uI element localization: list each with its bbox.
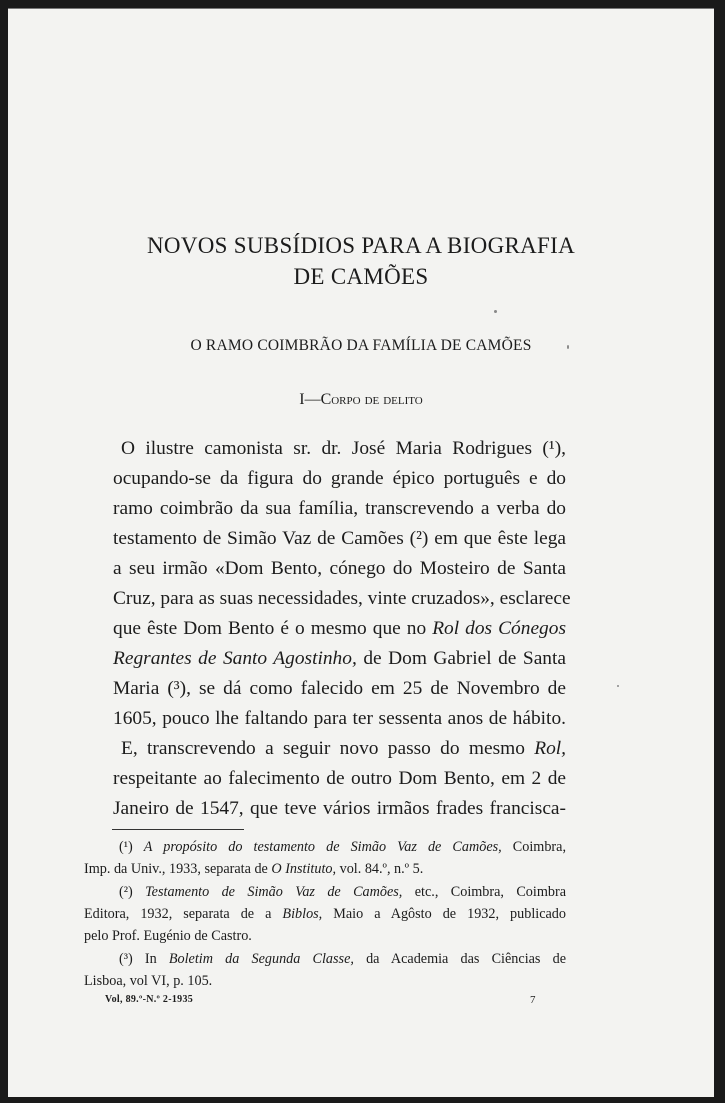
body-line: Janeiro de 1547, que teve vários irmãos frades francisca- — [113, 798, 566, 819]
article-title-line-2: DE CAMÕES — [293, 264, 429, 289]
footnote-text: pelo Prof. Eugénio de Castro. — [84, 928, 252, 944]
footnote-text: da Academia das Ciências de — [353, 951, 567, 967]
footnote-line — [84, 972, 566, 990]
footnote-line — [119, 950, 566, 968]
print-speck — [567, 345, 569, 349]
italic-title: Boletim da Segunda Classe, — [168, 951, 354, 967]
footnote-line — [119, 838, 566, 856]
footnote-mark: (³) — [119, 951, 145, 967]
print-speck — [494, 310, 497, 313]
footnote-line — [84, 860, 566, 878]
footnote-text: Imp. da Univ., 1933, separata de — [84, 861, 272, 877]
section-title-rest: orpo de delito — [331, 391, 423, 408]
section-numeral: I— — [299, 391, 321, 408]
section-title-initial: C — [320, 391, 332, 408]
print-speck — [617, 685, 619, 687]
body-line: testamento de Simão Vaz de Camões (²) em que êste lega — [113, 528, 566, 549]
footnote-text: In — [144, 951, 169, 967]
footnote-text: vol. 84.º, n.º 5. — [336, 861, 424, 877]
footnote-text: Lisboa, vol VI, p. 105. — [84, 973, 213, 989]
footnote-line — [84, 905, 566, 923]
body-line: O ilustre camonista sr. dr. José Maria Rodrigues (¹), — [121, 438, 566, 459]
body-text: de Dom Gabriel de Santa — [356, 648, 566, 669]
footnote-separator — [112, 829, 244, 830]
footnote-text: etc., Coimbra, Coimbra — [402, 884, 566, 900]
body-line — [121, 737, 566, 761]
body-line: Cruz, para as suas necessidades, vinte cruzados», esclarece — [113, 588, 571, 609]
body-line: ramo coimbrão da sua família, transcrevendo a verba do — [113, 498, 566, 519]
body-line: ocupando-se da figura do grande épico português e do — [113, 468, 566, 489]
page-number: 7 — [530, 994, 536, 1006]
body-line — [113, 617, 566, 641]
footnote-line — [119, 883, 566, 901]
body-line: respeitante ao falecimento de outro Dom Bento, em 2 de — [113, 768, 566, 789]
document-page — [8, 8, 714, 1097]
italic-title: Testamento de Simão Vaz de Camões, — [145, 884, 403, 900]
footnote-line — [84, 927, 566, 945]
body-line: a seu irmão «Dom Bento, cónego do Mosteiro de Santa — [113, 558, 566, 579]
italic-title: Regrantes de Santo Agostinho, — [113, 648, 357, 669]
italic-title: A propósito do testamento de Simão Vaz de Camões, — [143, 839, 502, 855]
section-heading — [8, 391, 714, 409]
footnote-text: Coimbra, — [501, 839, 566, 855]
volume-signature: Vol, 89.º-N.º 2-1935 — [105, 994, 194, 1005]
footnote-text: Maio a Agôsto de 1932, publicado — [322, 906, 566, 922]
italic-title: Biblos, — [282, 906, 323, 922]
footnote-text: Editora, 1932, separata de a — [84, 906, 283, 922]
italic-title: Rol dos Cónegos — [432, 618, 566, 639]
article-title-line-1: NOVOS SUBSÍDIOS PARA A BIOGRAFIA — [147, 233, 575, 258]
footnote-mark: (²) — [119, 884, 146, 900]
italic-title: O Instituto, — [271, 861, 337, 877]
body-line: 1605, pouco lhe faltando para ter sessenta anos de hábito. — [113, 708, 566, 729]
body-text: que êste Dom Bento é o mesmo que no — [113, 618, 433, 639]
body-text: E, transcrevendo a seguir novo passo do mesmo — [121, 738, 535, 759]
italic-title: Rol, — [534, 738, 566, 759]
body-line: Maria (³), se dá como falecido em 25 de Novembro de — [113, 678, 566, 699]
article-subtitle: O RAMO COIMBRÃO DA FAMÍLIA DE CAMÕES — [190, 337, 532, 354]
body-line — [113, 647, 566, 671]
footnote-mark: (¹) — [119, 839, 144, 855]
